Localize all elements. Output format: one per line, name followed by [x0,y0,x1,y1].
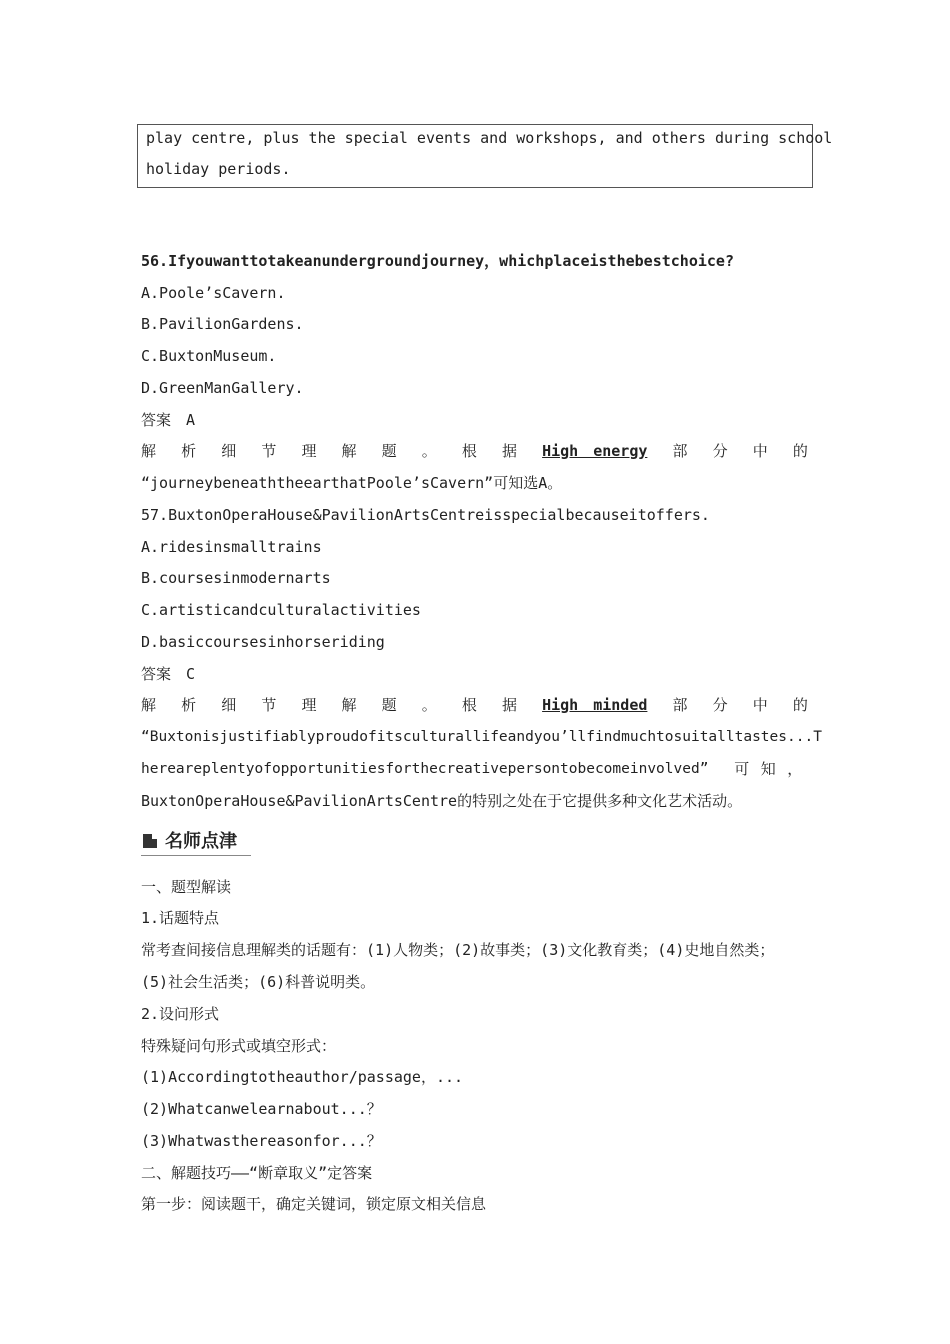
section-line: (1)Accordingtotheauthor/passage，... [141,1068,464,1086]
analysis-57-line4: BuxtonOperaHouse&PavilionArtsCentre的特别之处在于它提供多种文化艺术活动。 [141,792,743,810]
section-square-icon [143,834,157,848]
passage-line: holiday periods. [146,160,291,178]
section-line: 常考查间接信息理解类的话题有：(1)人物类；(2)故事类；(3)文化教育类；(4)史地自然类； [141,941,775,959]
analysis-keyword: High minded [542,696,648,714]
analysis-56-line1 [141,441,808,461]
section-title: 名师点津 [165,831,237,852]
analysis-char: 析 [181,696,197,714]
section-line: 特殊疑问句形式或填空形式： [141,1037,337,1055]
section-line: 2.设问形式 [141,1005,220,1023]
analysis-char: 细 [221,442,237,460]
section-line: (3)Whatwasthereasonfor...？ [141,1132,382,1150]
option-b: B.PavilionGardens. [141,315,304,333]
analysis-char: 节 [261,696,277,714]
option-a: A.ridesinsmalltrains [141,538,322,556]
question-57: 57.BuxtonOperaHouse&PavilionArtsCentreisspecialbecauseitoffers. [141,506,710,524]
analysis-char: 据 [501,696,517,714]
analysis-char: 中 [752,696,768,714]
analysis-char: 的 [792,442,808,460]
analysis-keyword: High energy [542,442,648,460]
option-d: D.GreenManGallery. [141,379,304,397]
analysis-char: ， [787,760,803,778]
analysis-text: hereareplentyofopportunitiesforthecreativepersontobecomeinvolved” [141,761,709,777]
option-d: D.basiccoursesinhorseriding [141,633,385,651]
section-line: 一、题型解读 [141,878,232,896]
analysis-char: 知 [760,760,776,778]
analysis-char: 根 [461,442,477,460]
section-header [141,829,251,856]
analysis-char: 析 [181,442,197,460]
analysis-57-line2: “Buxtonisjustifiablyproudofitsculturallifeandyou’llfindmuchtosuitalltastes...T [141,729,822,745]
section-line: 二、解题技巧——“断章取义”定答案 [141,1164,373,1182]
analysis-57-line3 [141,759,808,779]
analysis-char: 。 [421,696,437,714]
answer-56: 答案 A [141,411,196,429]
analysis-char: 节 [261,442,277,460]
option-c: C.BuxtonMuseum. [141,347,277,365]
section-line: 第一步：阅读题干，确定关键词，锁定原文相关信息 [141,1195,487,1213]
analysis-char: 根 [461,696,477,714]
analysis-char: 解 [341,696,357,714]
analysis-char: 题 [381,696,397,714]
option-c: C.artisticandculturalactivities [141,601,421,619]
analysis-char: 题 [381,442,397,460]
analysis-57-line1 [141,695,808,715]
passage-box [137,124,833,188]
analysis-char: 解 [141,442,157,460]
answer-57: 答案 C [141,665,196,683]
analysis-char: 解 [341,442,357,460]
analysis-56-line2: “journeybeneaththeearthatPoole’sCavern”可知选A。 [141,474,563,492]
analysis-char: 可 [734,760,750,778]
analysis-char: 细 [221,696,237,714]
analysis-char: 理 [301,696,317,714]
analysis-char: 的 [792,696,808,714]
analysis-char: 中 [752,442,768,460]
option-b: B.coursesinmodernarts [141,569,331,587]
analysis-char: 分 [712,696,728,714]
option-a: A.Poole’sCavern. [141,284,286,302]
question-56: 56.Ifyouwanttotakeanundergroundjourney，whichplaceisthebestchoice? [141,252,734,270]
analysis-char: 理 [301,442,317,460]
analysis-char: 。 [421,442,437,460]
passage-line: play centre, plus the special events and workshops, and others during school [146,129,833,147]
section-line: (5)社会生活类；(6)科普说明类。 [141,973,376,991]
analysis-char: 分 [712,442,728,460]
section-line: 1.话题特点 [141,909,220,927]
analysis-char: 据 [501,442,517,460]
analysis-char: 部 [672,696,688,714]
section-line: (2)Whatcanwelearnabout...？ [141,1100,382,1118]
analysis-char: 解 [141,696,157,714]
analysis-char: 部 [672,442,688,460]
